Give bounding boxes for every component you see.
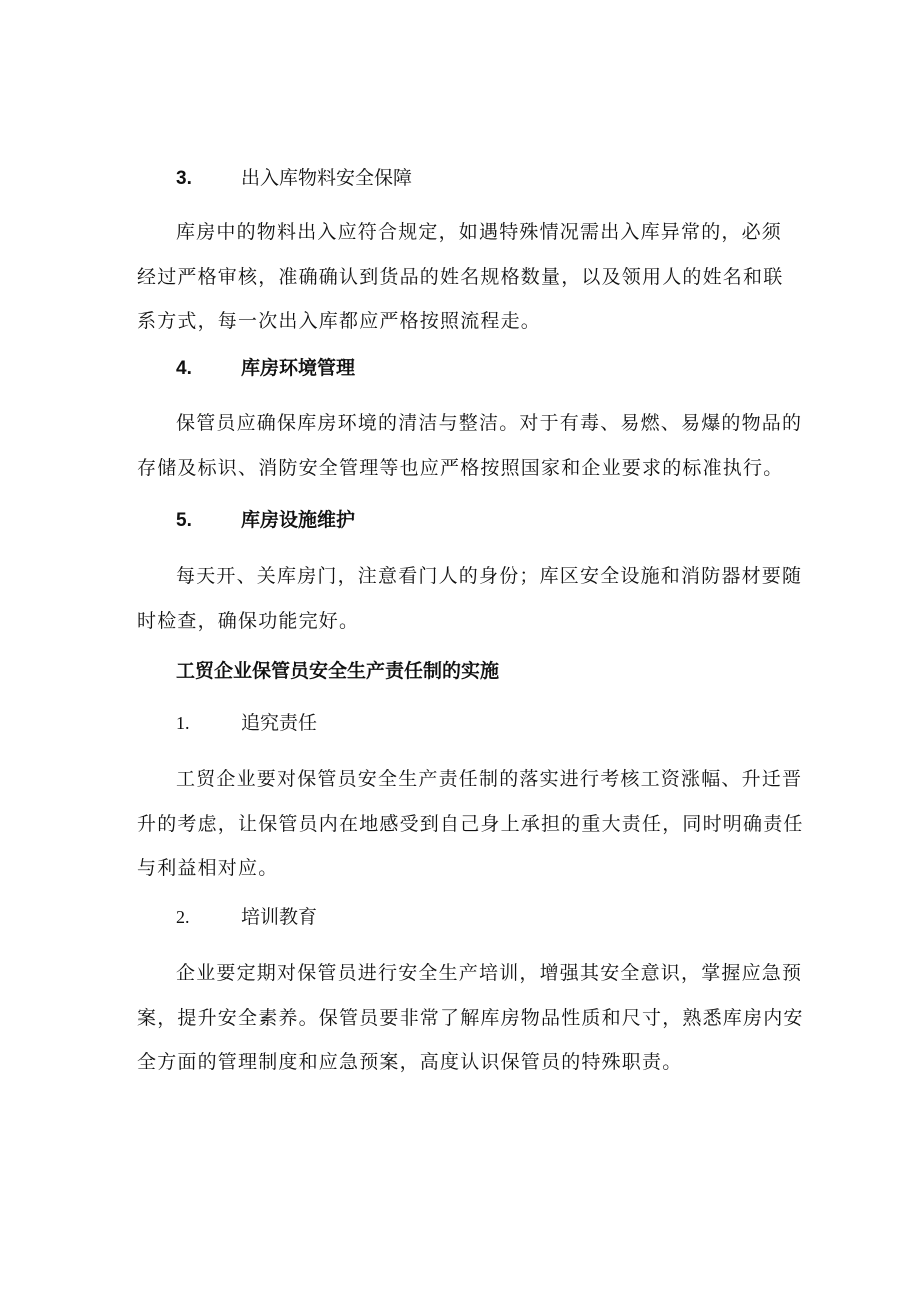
section-5-heading [176, 505, 355, 535]
paragraph-line: 库房中的物料出入应符合规定，如遇特殊情况需出入库异常的，必须 [176, 221, 783, 243]
paragraph-line: 案，提升安全素养。保管员要非常了解库房物品性质和尺寸，熟悉库房内安 [137, 1006, 804, 1029]
section-title: 库房设施维护 [241, 509, 356, 531]
item-1-heading [176, 708, 317, 738]
paragraph-line: 企业要定期对保管员进行安全生产培训，增强其安全意识，掌握应急预 [176, 962, 803, 984]
section-title: 库房环境管理 [241, 357, 356, 379]
section-5-paragraph [137, 554, 803, 643]
section-number: 4. [176, 358, 192, 379]
item-title: 培训教育 [241, 906, 318, 928]
paragraph-line: 时检查，确保功能完好。 [137, 609, 360, 632]
paragraph-line: 升的考虑，让保管员内在地感受到自己身上承担的重大责任，同时明确责任 [137, 812, 804, 835]
paragraph-line: 经过严格审核，准确确认到货品的姓名规格数量，以及领用人的姓名和联 [137, 265, 784, 288]
paragraph-line: 存储及标识、消防安全管理等也应严格按照国家和企业要求的标准执行。 [137, 456, 784, 479]
item-2-heading [176, 902, 317, 932]
implementation-title: 工贸企业保管员安全生产责任制的实施 [176, 660, 500, 682]
item-2-paragraph [137, 951, 804, 1085]
section-number: 3. [176, 168, 192, 189]
paragraph-line: 工贸企业要对保管员安全生产责任制的落实进行考核工资涨幅、升迁晋 [176, 768, 803, 790]
item-title: 追究责任 [241, 712, 318, 734]
item-number: 1. [176, 713, 190, 733]
section-number: 5. [176, 510, 192, 531]
section-4-heading [176, 353, 355, 383]
paragraph-line: 每天开、关库房门，注意看门人的身份；库区安全设施和消防器材要随 [176, 565, 803, 587]
paragraph-line: 与利益相对应。 [137, 857, 279, 879]
section-4-paragraph [137, 401, 803, 490]
section-title: 出入库物料安全保障 [241, 167, 413, 189]
paragraph-line: 全方面的管理制度和应急预案，高度认识保管员的特殊职责。 [137, 1051, 683, 1073]
paragraph-line: 保管员应确保库房环境的清洁与整洁。对于有毒、易燃、易爆的物品的 [176, 412, 803, 434]
item-number: 2. [176, 907, 190, 927]
section-3-paragraph [137, 210, 797, 344]
section-3-heading [176, 163, 412, 193]
paragraph-line: 系方式，每一次出入库都应严格按照流程走。 [137, 310, 542, 332]
item-1-paragraph [137, 757, 804, 891]
